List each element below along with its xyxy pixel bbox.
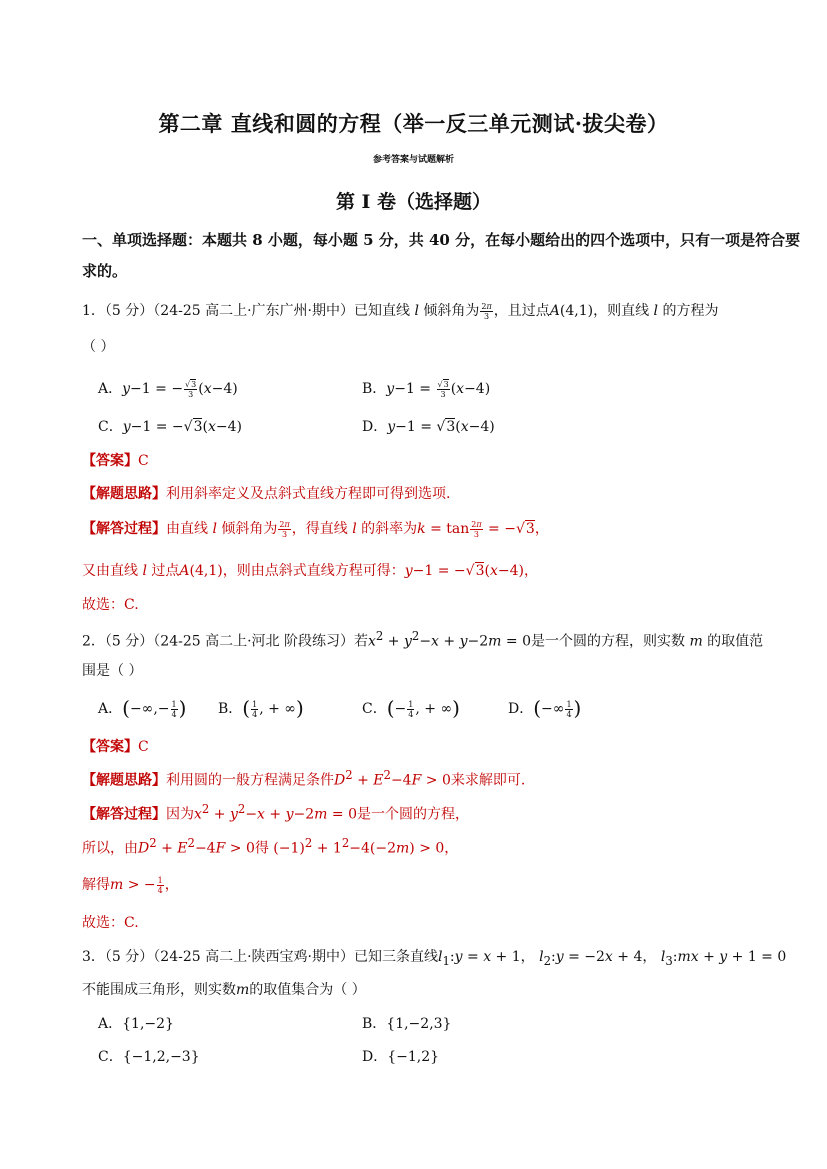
q1-score: （5 分） — [104, 303, 154, 319]
q1-option-b[interactable]: B．y−1 = $\frac{√3}{3}$ (x−4) — [362, 379, 491, 399]
q2-process-line3: 解得m > − $\frac{1}{4}$ ， — [82, 875, 179, 895]
q2-option-c-label: C． — [362, 701, 387, 717]
q1-process-label: 【解答过程】 — [82, 521, 166, 537]
q1-option-c[interactable]: C．y−1 = −√3(x−4) — [98, 419, 242, 435]
q1-idea-text: 利用斜率定义及点斜式直线方程即可得到选项. — [166, 486, 451, 502]
q1-stem-text-b: 倾斜角为 — [423, 303, 480, 319]
q1-stem-text-a: 已知直线 — [354, 303, 410, 319]
q3-option-d-label: D． — [362, 1049, 388, 1065]
q1-stem: 1．（5 分）（24-25 高二上·广东广州·期中）已知直线 l 倾斜角为 $\frac{2\pi}{3}$ ，且过点A(4,1)，则直线 l 的方程为 — [82, 301, 719, 321]
q1-option-d-label: D． — [362, 419, 388, 435]
q1-stem-text-e: 的方程为 — [662, 303, 719, 319]
q3-option-d-value: {−1,2} — [387, 1049, 440, 1065]
q2-idea-label: 【解题思路】 — [82, 772, 166, 789]
q1-option-a[interactable]: A．y−1 = − $\frac{√3}{3}$ (x−4) — [98, 379, 238, 399]
q2-option-b-label: B． — [218, 701, 243, 717]
q2-option-c[interactable]: C．(− $\frac{1}{4}$ , + ∞) — [362, 696, 460, 720]
q2-answer-label: 【答案】 — [82, 739, 138, 755]
q3-option-a-label: A． — [98, 1016, 123, 1032]
q3-stem-text-a: 已知三条直线 — [354, 949, 438, 965]
q2-option-a-label: A． — [98, 701, 123, 717]
q2-process: 【解答过程】因为$x^2 + y^2-x + y-2m = 0$是一个圆的方程， — [82, 802, 469, 823]
section-heading-line1: 一、单项选择题：本题共 8 小题，每小题 5 分，共 40 分，在每小题给出的四个选项中，只有一项是符合要 — [82, 231, 801, 249]
q2-process-text-a: 因为 — [166, 806, 194, 823]
q3-option-c-label: C． — [98, 1049, 123, 1065]
q1-source: （24-25 高二上·广东广州·期中） — [153, 303, 354, 319]
q2-process-line2: 所以，由$D^2 + E^2-4F > 0$得 $(-1)^2 + 1^2-4(-2m) > 0$， — [82, 836, 459, 857]
q3-option-a[interactable] — [98, 1013, 174, 1033]
document-title: 第二章 直线和圆的方程（举一反三单元测试·拔尖卷） — [158, 111, 669, 136]
q2-source: （24-25 高二上·河北 阶段练习） — [153, 633, 354, 650]
q1-line2-text-a: 又由直线 — [82, 563, 138, 579]
q1-process-text-a: 由直线 — [166, 521, 208, 537]
q2-option-a[interactable]: A．(−∞,− $\frac{1}{4}$ ) — [98, 696, 187, 720]
q2-idea-text-a: 利用圆的一般方程满足条件 — [166, 772, 334, 789]
q2-option-b[interactable]: B．( $\frac{1}{4}$ , + ∞) — [218, 696, 304, 720]
q1-stem-text-d: ，则直线 — [593, 303, 650, 319]
q2-process-label: 【解答过程】 — [82, 806, 166, 823]
q3-line2-text-a: 不能围成三角形，则实数 — [82, 982, 236, 998]
q2-idea: 【解题思路】利用圆的一般方程满足条件$D^2 + E^2-4F > 0$来求解即可. — [82, 768, 526, 789]
section-heading-line2: 求的。 — [82, 262, 128, 280]
q3-option-d[interactable] — [362, 1046, 439, 1066]
q2-stem-text-a: 若 — [354, 633, 368, 650]
q1-option-d[interactable]: D．y−1 = √3(x−4) — [362, 419, 495, 435]
q1-option-a-label: A． — [98, 381, 123, 397]
q3-option-c[interactable] — [98, 1046, 200, 1066]
q1-process-line2: 又由直线 l 过点A(4,1)，则由点斜式直线方程可得：y−1 = −√3(x−4)， — [82, 563, 538, 579]
q2-number: 2． — [82, 633, 105, 650]
q1-angle-fraction: $\frac{2\pi}{3}$ — [481, 301, 492, 321]
q1-paren: （ ） — [82, 339, 115, 355]
q1-process-text-d: 的斜率为 — [361, 521, 418, 537]
q1-process: 【解答过程】由直线 l 倾斜角为 $\frac{2\pi}{3}$ ，得直线 l 的斜率为k = tan $\frac{2\pi}{3}$ = −√3， — [82, 519, 549, 539]
q2-idea-text-b: 来求解即可. — [450, 772, 526, 789]
q1-idea — [82, 483, 450, 503]
q2-stem-text-b: 是一个圆的方程，则实数 — [530, 633, 685, 650]
q1-line2-text-b: 过点 — [151, 563, 180, 579]
q2-answer-value: C — [138, 739, 149, 755]
q1-line2-text-c: ，则由点斜式直线方程可得： — [222, 563, 405, 579]
q3-line2-text-b: 的取值集合为（ ） — [249, 982, 366, 998]
q3-option-b-value: {1,−2,3} — [386, 1016, 452, 1032]
volume-title: 第 I 卷（选择题） — [335, 191, 492, 213]
q3-stem: 3．（5 分）（24-25 高二上·陕西宝鸡·期中）已知三条直线$l_1:y = x + 1$， $l_2:y = -2x + 4$， $l_3:mx + y + 1 = 0$ — [82, 949, 787, 968]
q2-option-d[interactable]: D．(−∞ $\frac{1}{4}$ ) — [508, 696, 582, 720]
q3-option-a-value: {1,−2} — [122, 1016, 174, 1032]
q3-option-b[interactable] — [362, 1013, 451, 1033]
q3-option-c-value: {−1,2,−3} — [122, 1049, 200, 1065]
q1-number: 1． — [82, 303, 105, 319]
q3-option-b-label: B． — [362, 1016, 387, 1032]
q2-stem: 2．（5 分）（24-25 高二上·河北 阶段练习）若$x^2 + y^2-x + y-2m = 0$是一个圆的方程，则实数 m 的取值范 — [82, 629, 764, 650]
q2-process-text-b: 是一个圆的方程， — [356, 806, 469, 823]
q1-process-text-b: 倾斜角为 — [221, 521, 278, 537]
q1-option-b-label: B． — [362, 381, 387, 397]
q2-stem-line2: 围是（ ） — [82, 663, 143, 679]
document-subtitle: 参考答案与试题解析 — [372, 155, 454, 165]
q1-answer-label: 【答案】 — [82, 453, 138, 469]
q2-conclusion: 故选：C. — [82, 915, 139, 931]
q1-idea-label: 【解题思路】 — [82, 486, 166, 502]
q2-score: （5 分） — [104, 633, 154, 650]
q1-answer — [82, 450, 149, 470]
q1-answer-value: C — [138, 453, 149, 469]
q1-conclusion: 故选：C. — [82, 597, 139, 613]
q2-option-d-label: D． — [508, 701, 534, 717]
q2-line2-text-a: 所以，由 — [82, 840, 138, 857]
q1-process-text-c: ，得直线 — [291, 521, 348, 537]
q3-stem-line2: 不能围成三角形，则实数m的取值集合为（ ） — [82, 982, 366, 998]
q1-option-c-label: C． — [98, 419, 123, 435]
q1-stem-text-c: ，且过点 — [493, 303, 550, 319]
q2-stem-text-c: 的取值范 — [707, 633, 764, 650]
q3-number: 3． — [82, 949, 105, 965]
q2-line2-text-b: 得 — [254, 840, 269, 857]
q3-source: （24-25 高二上·陕西宝鸡·期中） — [153, 949, 354, 965]
q2-line3-text-a: 解得 — [82, 877, 110, 893]
q2-answer — [82, 736, 149, 756]
q3-score: （5 分） — [104, 949, 154, 965]
